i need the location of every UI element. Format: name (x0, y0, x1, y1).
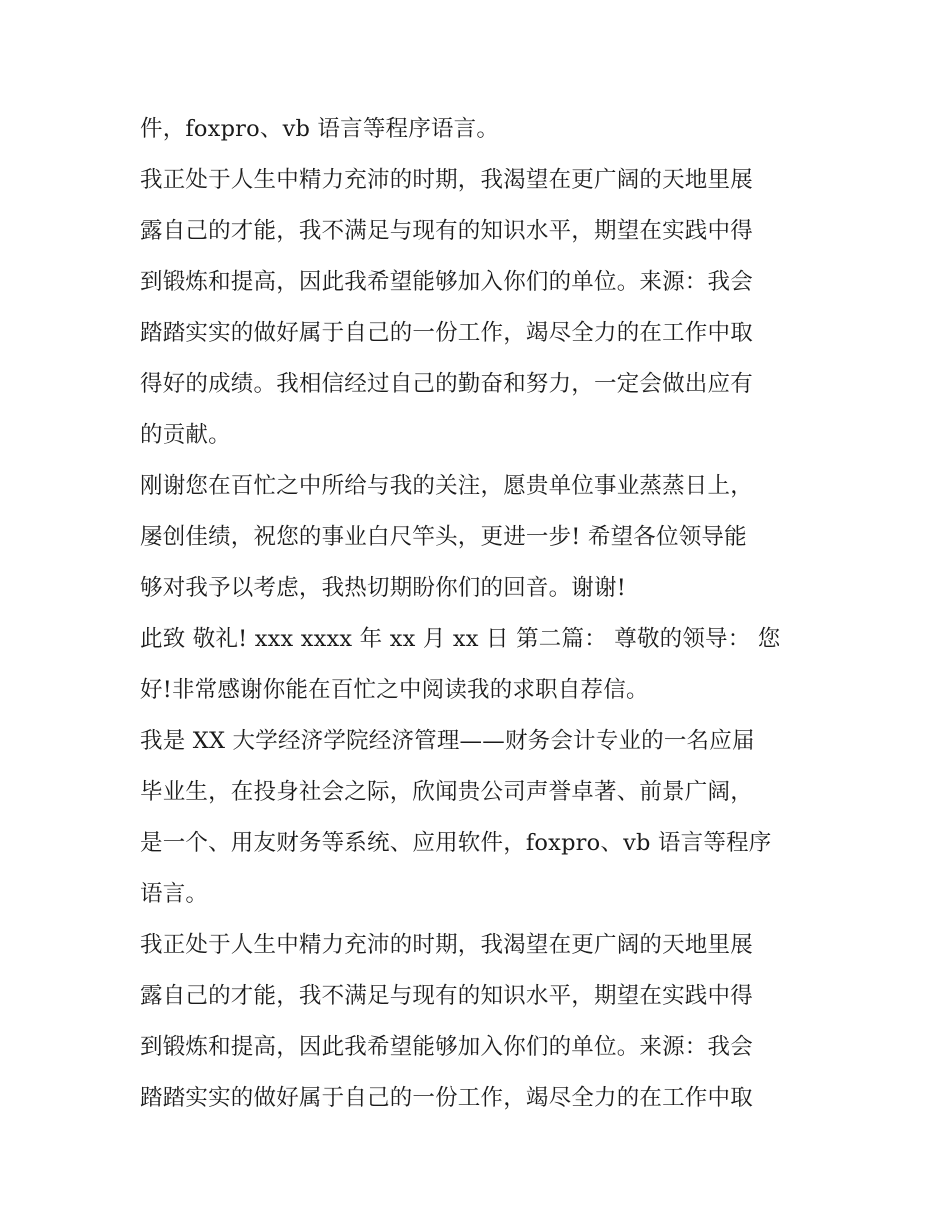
text-line: 到锻炼和提高，因此我希望能够加入你们的单位。来源：我会 (140, 269, 753, 295)
text-line: 踏踏实实的做好属于自己的一份工作，竭尽全力的在工作中取 (140, 1085, 753, 1111)
text-line: 好!非常感谢你能在百忙之中阅读我的求职自荐信。 (140, 677, 649, 703)
text-line: 的贡献。 (140, 422, 231, 448)
text-line: 屡创佳绩，祝您的事业白尺竿头，更进一步! 希望各位领导能 (140, 524, 747, 550)
text-line: 我是 XX 大学经济学院经济管理——财务会计专业的一名应届 (140, 728, 755, 754)
text-line: 踏踏实实的做好属于自己的一份工作，竭尽全力的在工作中取 (140, 320, 753, 346)
text-line: 露自己的才能，我不满足与现有的知识水平，期望在实践中得 (140, 218, 753, 244)
text-line: 我正处于人生中精力充沛的时期，我渴望在更广阔的天地里展 (140, 932, 753, 958)
text-line: 刚谢您在百忙之中所给与我的关注，愿贵单位事业蒸蒸日上， (140, 473, 753, 499)
text-line: 到锻炼和提高，因此我希望能够加入你们的单位。来源：我会 (140, 1034, 753, 1060)
text-line: 够对我予以考虑，我热切期盼你们的回音。谢谢! (140, 575, 626, 601)
text-line: 是一个、用友财务等系统、应用软件，foxpro、vb 语言等程序 (140, 830, 772, 856)
text-line: 件，foxpro、vb 语言等程序语言。 (140, 116, 500, 142)
text-line: 我正处于人生中精力充沛的时期，我渴望在更广阔的天地里展 (140, 167, 753, 193)
document-body (140, 104, 812, 1124)
text-line: 得好的成绩。我相信经过自己的勤奋和努力，一定会做出应有 (140, 371, 753, 397)
text-line: 语言。 (140, 881, 209, 907)
text-line: 露自己的才能，我不满足与现有的知识水平，期望在实践中得 (140, 983, 753, 1009)
text-line: 此致 敬礼! xxx xxxx 年 xx 月 xx 日 第二篇： 尊敬的领导： 您 (140, 626, 781, 652)
text-line: 毕业生，在投身社会之际，欣闻贵公司声誉卓著、前景广阔， (140, 779, 753, 805)
